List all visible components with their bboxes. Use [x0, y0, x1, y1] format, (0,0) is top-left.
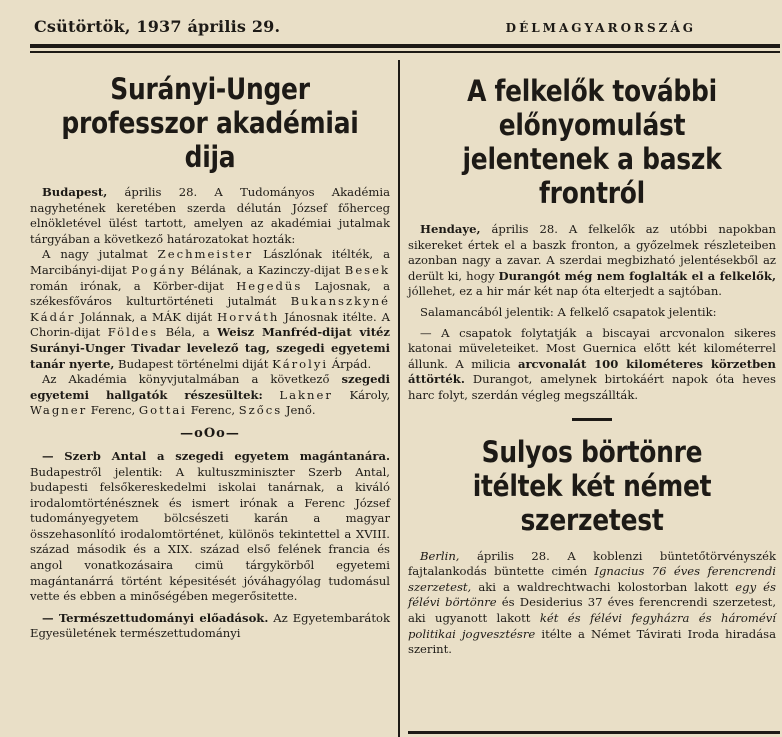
spaced-name: Károlyi: [272, 356, 329, 371]
article-suranyi-p3: [30, 372, 390, 419]
article-text: Jolánnak, a MÁK diját: [75, 309, 218, 324]
article-text: itélte a Német Távirati Iroda hiradása szerint.: [408, 626, 776, 657]
article-text: jóllehet, ez a hir már két nap óta elterjedt a sajtóban.: [408, 284, 722, 299]
masthead: [0, 0, 782, 44]
spaced-name: Szőcs: [238, 403, 283, 418]
article-text: Budapestről jelentik: A kultuszminiszter Szerb Antal, budapesti felsőkereskedelmi iskolai tanárnak, a kiváló irodalomtörténésznek és ismert irónak a Ferenc József tudományegyetem bölcsészeti karán a magyar összehasonlító irodalomtörténet, különös tekintettel a XVIII. század második és a XIX. század első felének francia és angol vonatkozásaira cimü tárgykörből egyetemi magántanárrá történt képesitését jóváhagyólag tudomásul vette és ebben a minőségében megerősitette.: [30, 464, 390, 604]
article-text: Az Akadémia könyvjutalmában a következő: [42, 372, 342, 387]
article-felkelok-p2: Salamancából jelentik: A felkelő csapatok jelentik:: [420, 304, 717, 319]
article-felkelok: [408, 222, 776, 404]
article-text: Durangot, amelynek birtokáért napok óta heves harc folyt, szerdán végleg megszállták.: [408, 372, 776, 402]
article-szerzetes-p: [408, 549, 776, 658]
article-text: Jenő.: [282, 403, 316, 418]
article-text: — A csapatok folytatják a biscayai arcvonalon sikeres katonai müveleteiket. Most Guernica előtt két kilométerrel állunk. A milicia: [408, 325, 776, 371]
article-szerb: [30, 449, 390, 642]
italic-text: két és félévi fegyházra és hároméví politikai jogvesztésre: [408, 610, 776, 641]
masthead-rule-bottom: [30, 51, 780, 53]
section-separator: —oOo—: [180, 425, 240, 441]
italic-text: egy és félévi börtönre: [408, 579, 776, 610]
headline-felkelok: A felkelők további előnyomulást jelentenek a baszk frontról: [462, 74, 722, 210]
bottom-rule: [408, 731, 780, 734]
spaced-name: Besek: [344, 262, 391, 277]
article-text: Jánosnak itélte. A Chorin-dijat: [30, 309, 391, 340]
issue-date: Csütörtök, 1937 április 29.: [34, 17, 281, 36]
article-text: április 28. A koblenzi büntetőtörvényszék fajtalankodás büntette cimén: [408, 548, 776, 579]
article-title: — Szerb Antal a szegedi egyetem magántanára.: [42, 448, 390, 463]
dateline: Hendaye,: [420, 222, 481, 236]
article-termeszet-p: [30, 611, 390, 642]
italic-text: Ignacius 76 éves ferencrendi szerzetest,: [408, 564, 776, 594]
article-text: Lajosnak, a székesfőváros kulturtörténeti jutalmát: [30, 278, 390, 309]
spaced-name: Hegedüs: [236, 278, 303, 293]
article-felkelok-p1: [408, 222, 776, 300]
article-text: Ferenc,: [87, 403, 139, 418]
article-text: aki a waldrechtwachi kolostorban lakott: [471, 579, 736, 594]
article-szerzetes: [408, 549, 776, 658]
article-text: román irónak, a Körber-dijat: [30, 278, 237, 293]
article-text: április 28. A Tudományos Akadémia nagyhetének keretében szerda délután József főherceg elnökletével ülést tartott, amelyen az akadémiai jutalmak tárgyában a következő határozatokat hozták:: [30, 185, 390, 246]
masthead-rule-top: [30, 44, 780, 48]
article-text: április 28. A felkelők az utóbbi napokban sikereket értek el a baszk fronton, a győzelmek részleteiben azonban nagy a zavar. A szerdai megbizható jelentésekből az derült ki, hogy: [408, 222, 776, 283]
bold-text: arcvonalát 100 kilométeres körzetben áttörték.: [408, 356, 776, 387]
article-text: A nagy jutalmat: [42, 247, 158, 262]
spaced-name: Földes: [107, 325, 159, 340]
headline-szerzetes: Sulyos börtönre itéltek két német szerzetest: [472, 434, 712, 537]
article-separator-rule: [572, 418, 612, 421]
article-text: Budapest történelmi diját: [114, 356, 273, 371]
bold-text: Durangót még nem foglalták el a felkelők,: [498, 268, 776, 283]
article-text: Károly,: [332, 387, 391, 402]
article-title: — Természettudományi előadások.: [42, 610, 269, 625]
headline-suranyi: Surányi-Unger professzor akadémiai dija: [61, 72, 359, 174]
article-text: [263, 388, 280, 402]
dateline: Budapest,: [42, 185, 108, 199]
article-text: Bélának, a Kazinczy-dijat: [186, 262, 345, 277]
article-szerb-p: [30, 449, 390, 605]
bold-text: szegedi egyetemi hallgatók részesültek:: [30, 372, 390, 402]
article-text: Béla, a: [158, 325, 218, 340]
left-column: [30, 62, 390, 642]
article-felkelok-p3: [408, 326, 776, 404]
spaced-name: Wagner: [30, 403, 88, 418]
dateline: Berlin,: [420, 548, 460, 563]
article-text: Ferenc,: [187, 403, 239, 418]
right-column: [408, 62, 776, 658]
article-suranyi-p2: [30, 247, 390, 372]
article-text: Lászlónak itélték, a Marcibányi-dijat: [30, 247, 390, 277]
bold-text: Weisz Manfréd-dijat vitéz Surányi-Unger Tivadar levelező tag, szegedi egyetemi tanár nyerte,: [30, 325, 391, 371]
spaced-name: Horváth: [217, 309, 280, 324]
article-suranyi: [30, 185, 390, 419]
spaced-name: Bukanszkyné Kádár: [30, 294, 390, 324]
spaced-name: Zechmeister: [157, 247, 254, 262]
article-text: és Desiderius 37 éves ferencrendi szerzetest, aki ugyanott lakott: [408, 595, 777, 625]
article-suranyi-p1: [30, 185, 390, 247]
spaced-name: Pogány: [131, 262, 187, 277]
spaced-name: Lakner: [279, 387, 333, 402]
article-text: Az Egyetembarátok Egyesületének természettudományi: [30, 610, 390, 641]
column-divider: [398, 60, 400, 737]
newspaper-name: DÉLMAGYARORSZÁG: [505, 21, 696, 35]
article-text: Árpád.: [328, 356, 372, 371]
spaced-name: Gottai: [138, 403, 188, 418]
